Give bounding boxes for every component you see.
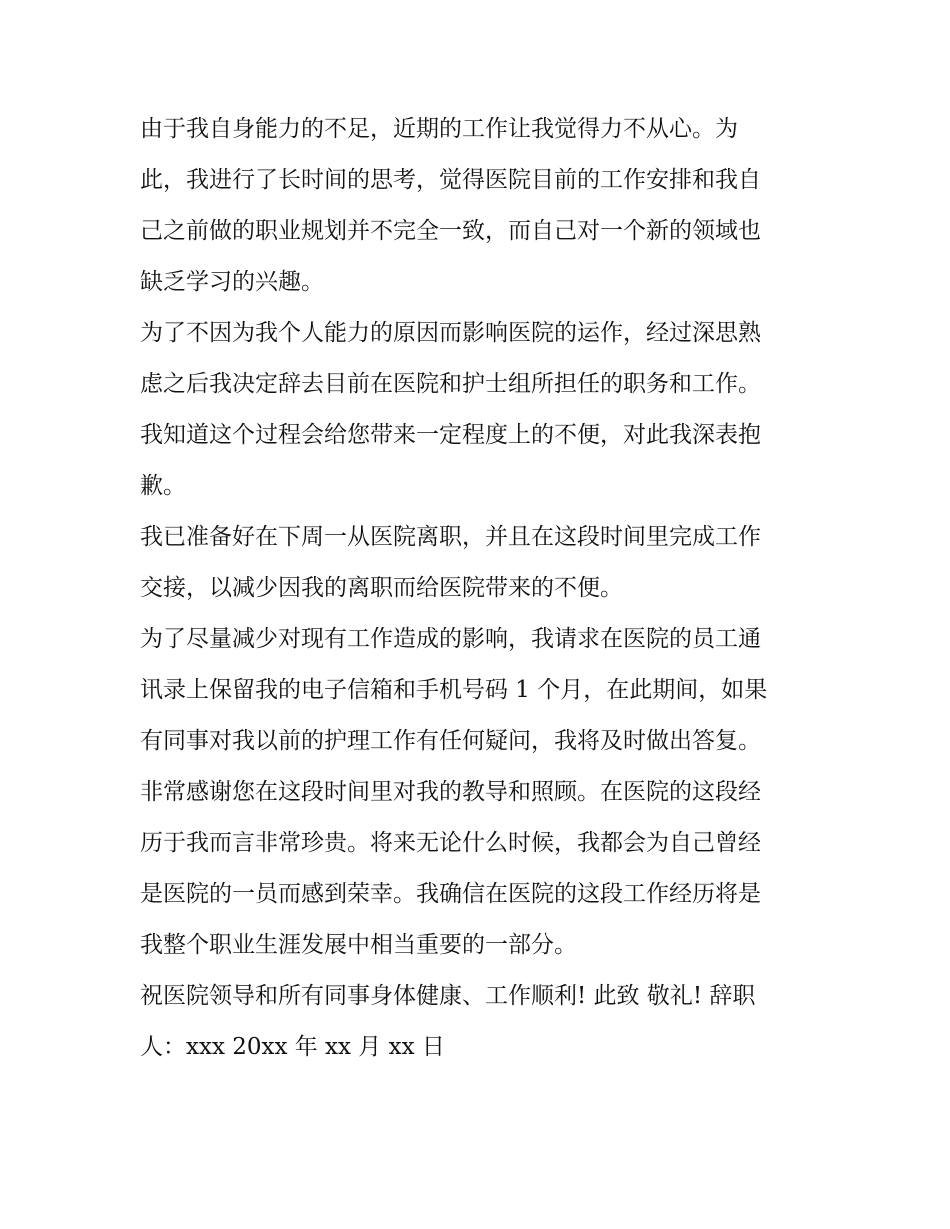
text-line: 己之前做的职业规划并不完全一致，而自己对一个新的领域也 [140,218,761,244]
text-line: 我已准备好在下周一从医院离职，并且在这段时间里完成工作 [140,524,761,550]
text-line: 此，我进行了长时间的思考，觉得医院目前的工作安排和我自 [140,167,761,193]
text-line: 由于我自身能力的不足，近期的工作让我觉得力不从心。为 [140,116,738,142]
text-line: 虑之后我决定辞去目前在医院和护士组所担任的职务和工作。 [140,371,761,397]
text-line: 有同事对我以前的护理工作有任何疑问，我将及时做出答复。 [140,728,761,754]
text-line: 我知道这个过程会给您带来一定程度上的不便，对此我深表抱 [140,422,761,448]
text-line: 歉。 [140,473,186,499]
text-line: 非常感谢您在这段时间里对我的教导和照顾。在医院的这段经 [140,779,761,805]
text-line: 我整个职业生涯发展中相当重要的一部分。 [140,932,577,958]
letter-body [140,104,820,1073]
text-line: 祝医院领导和所有同事身体健康、工作顺利! 此致 敬礼! 辞职 [140,983,756,1009]
signature-line: 人：xxx 20xx 年 xx 月 xx 日 [140,1034,445,1060]
text-line: 交接，以减少因我的离职而给医院带来的不便。 [140,575,623,601]
text-line: 讯录上保留我的电子信箱和手机号码 1 个月，在此期间，如果 [140,677,768,703]
text-line: 历于我而言非常珍贵。将来无论什么时候，我都会为自己曾经 [140,830,761,856]
text-line: 为了尽量减少对现有工作造成的影响，我请求在医院的员工通 [140,626,761,652]
text-line: 是医院的一员而感到荣幸。我确信在医院的这段工作经历将是 [140,881,761,907]
text-line: 为了不因为我个人能力的原因而影响医院的运作，经过深思熟 [140,320,761,346]
text-line: 缺乏学习的兴趣。 [140,269,324,295]
